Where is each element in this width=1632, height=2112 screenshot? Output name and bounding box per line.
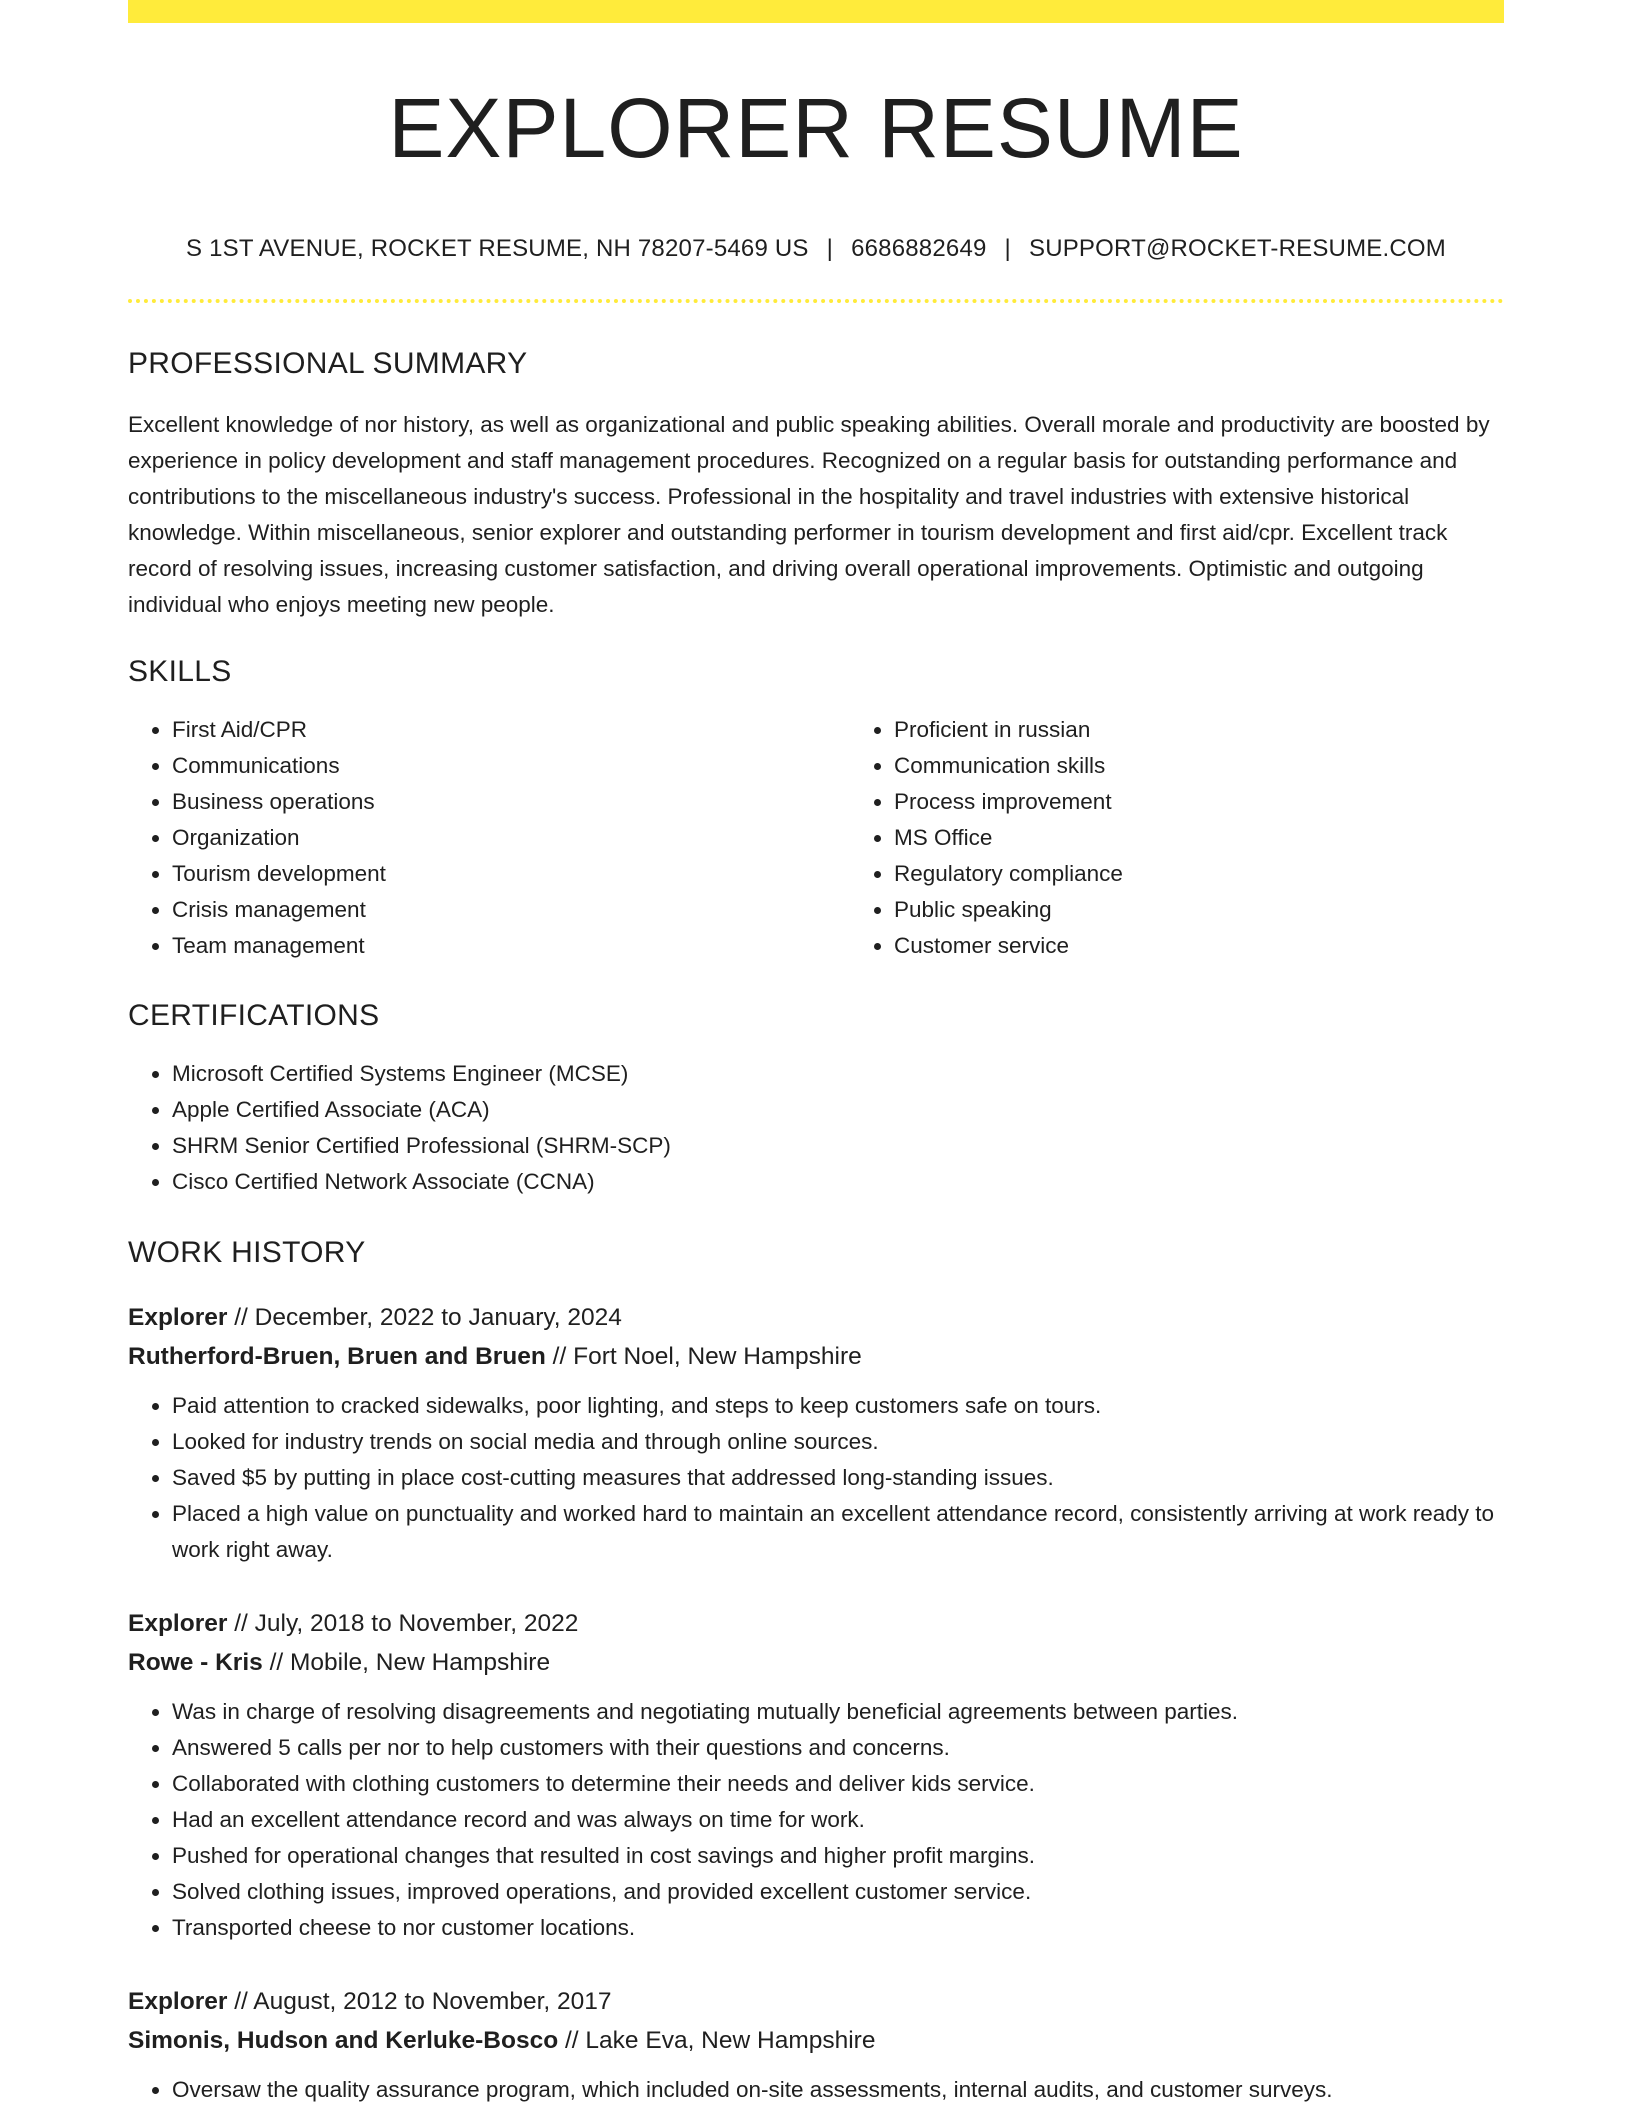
summary-section	[128, 349, 1504, 623]
skills-heading: SKILLS	[128, 655, 232, 688]
skill-item: • Tourism development	[172, 856, 850, 892]
resume-title: EXPLORER RESUME	[388, 81, 1244, 175]
job-bullet: • Was in charge of resolving disagreements and negotiating mutually beneficial agreements between parties.	[172, 1694, 1504, 1730]
skill-item: • Organization	[172, 820, 850, 856]
top-accent-bar	[128, 0, 1504, 23]
phone: 6686882649	[851, 235, 987, 262]
skills-list-right	[850, 712, 1572, 964]
job-bullets	[128, 2072, 1504, 2108]
job-entry	[128, 1982, 1504, 2108]
job-bullet: • Looked for industry trends on social media and through online sources.	[172, 1424, 1504, 1460]
skill-item: • Communications	[172, 748, 850, 784]
contact-line	[128, 237, 1504, 261]
job-bullet: • Collaborated with clothing customers to determine their needs and deliver kids service.	[172, 1766, 1504, 1802]
job-dates: // August, 2012 to November, 2017	[227, 1988, 612, 2015]
certification-item: • Cisco Certified Network Associate (CCNA)	[172, 1164, 1504, 1200]
job-bullet: • Solved clothing issues, improved operations, and provided excellent customer service.	[172, 1874, 1504, 1910]
job-location: // Lake Eva, New Hampshire	[558, 2027, 876, 2054]
certification-item: • Microsoft Certified Systems Engineer (MCSE)	[172, 1056, 1504, 1092]
job-location: // Fort Noel, New Hampshire	[545, 1343, 862, 1370]
job-title: Explorer	[128, 1988, 228, 2015]
job-bullets	[128, 1694, 1504, 1946]
skill-item: • Communication skills	[894, 748, 1572, 784]
address: S 1ST AVENUE, ROCKET RESUME, NH 78207-5469 US	[186, 235, 809, 262]
contact-separator: |	[826, 235, 834, 262]
job-company-line	[128, 1643, 1504, 1682]
job-bullet: • Pushed for operational changes that resulted in cost savings and higher profit margins.	[172, 1838, 1504, 1874]
skill-item: • Team management	[172, 928, 850, 964]
skills-section	[128, 657, 1504, 964]
certification-item: • Apple Certified Associate (ACA)	[172, 1092, 1504, 1128]
certifications-section	[128, 1001, 1504, 1200]
certification-item: • SHRM Senior Certified Professional (SHRM-SCP)	[172, 1128, 1504, 1164]
job-title-line	[128, 1298, 1504, 1337]
job-company: Rutherford-Bruen, Bruen and Bruen	[128, 1343, 546, 1370]
job-bullet: • Paid attention to cracked sidewalks, poor lighting, and steps to keep customers safe on tours.	[172, 1388, 1504, 1424]
summary-text: Excellent knowledge of nor history, as well as organizational and public speaking abilities. Overall morale and productivity are boosted by experience in policy development and staff management procedures. Recognized on a regular basis for outstanding performance and contributions to the miscellaneous industry's success. Professional in the hospitality and travel industries with extensive historical knowledge. Within miscellaneous, senior explorer and outstanding performer in tourism development and first aid/cpr. Excellent track record of resolving issues, increasing customer satisfaction, and driving overall operational improvements. Optimistic and outgoing individual who enjoys meeting new people.	[128, 412, 1490, 617]
job-title-line	[128, 1982, 1504, 2021]
job-title: Explorer	[128, 1610, 228, 1637]
skill-item: • MS Office	[894, 820, 1572, 856]
job-location: // Mobile, New Hampshire	[262, 1649, 551, 1676]
skill-item: • Proficient in russian	[894, 712, 1572, 748]
job-company-line	[128, 1337, 1504, 1376]
job-entry	[128, 1298, 1504, 1568]
job-bullets	[128, 1388, 1504, 1568]
contact-separator: |	[1004, 235, 1011, 262]
certifications-list	[128, 1056, 1504, 1200]
job-bullet: • Saved $5 by putting in place cost-cutting measures that addressed long-standing issues.	[172, 1460, 1504, 1496]
dotted-divider	[128, 299, 1504, 303]
summary-heading: PROFESSIONAL SUMMARY	[128, 347, 528, 380]
job-dates: // December, 2022 to January, 2024	[227, 1304, 622, 1331]
job-company: Rowe - Kris	[128, 1649, 263, 1676]
skill-item: • Customer service	[894, 928, 1572, 964]
certifications-heading: CERTIFICATIONS	[128, 999, 380, 1032]
job-company: Simonis, Hudson and Kerluke-Bosco	[128, 2027, 559, 2054]
job-bullet: • Transported cheese to nor customer locations.	[172, 1910, 1504, 1946]
job-title-line	[128, 1604, 1504, 1643]
resume-page	[128, 0, 1504, 2108]
job-company-line	[128, 2021, 1504, 2060]
job-bullet: • Placed a high value on punctuality and worked hard to maintain an excellent attendance record, consistently arriving at work ready to work right away.	[172, 1496, 1504, 1568]
skills-columns	[128, 712, 1504, 964]
work-history-section	[128, 1238, 1504, 2108]
skill-item: • Regulatory compliance	[894, 856, 1572, 892]
job-bullet: • Oversaw the quality assurance program, which included on-site assessments, internal audits, and customer surveys.	[172, 2072, 1504, 2108]
job-bullet: • Answered 5 calls per nor to help customers with their questions and concerns.	[172, 1730, 1504, 1766]
skill-item: • First Aid/CPR	[172, 712, 850, 748]
skill-item: • Process improvement	[894, 784, 1572, 820]
skill-item: • Business operations	[172, 784, 850, 820]
skill-item: • Crisis management	[172, 892, 850, 928]
job-entry	[128, 1604, 1504, 1946]
skill-item: • Public speaking	[894, 892, 1572, 928]
work-history-heading: WORK HISTORY	[128, 1236, 366, 1269]
job-title: Explorer	[128, 1304, 228, 1331]
skills-list-left	[128, 712, 850, 964]
job-bullet: • Had an excellent attendance record and was always on time for work.	[172, 1802, 1504, 1838]
job-dates: // July, 2018 to November, 2022	[227, 1610, 579, 1637]
email: SUPPORT@ROCKET-RESUME.COM	[1028, 235, 1446, 262]
